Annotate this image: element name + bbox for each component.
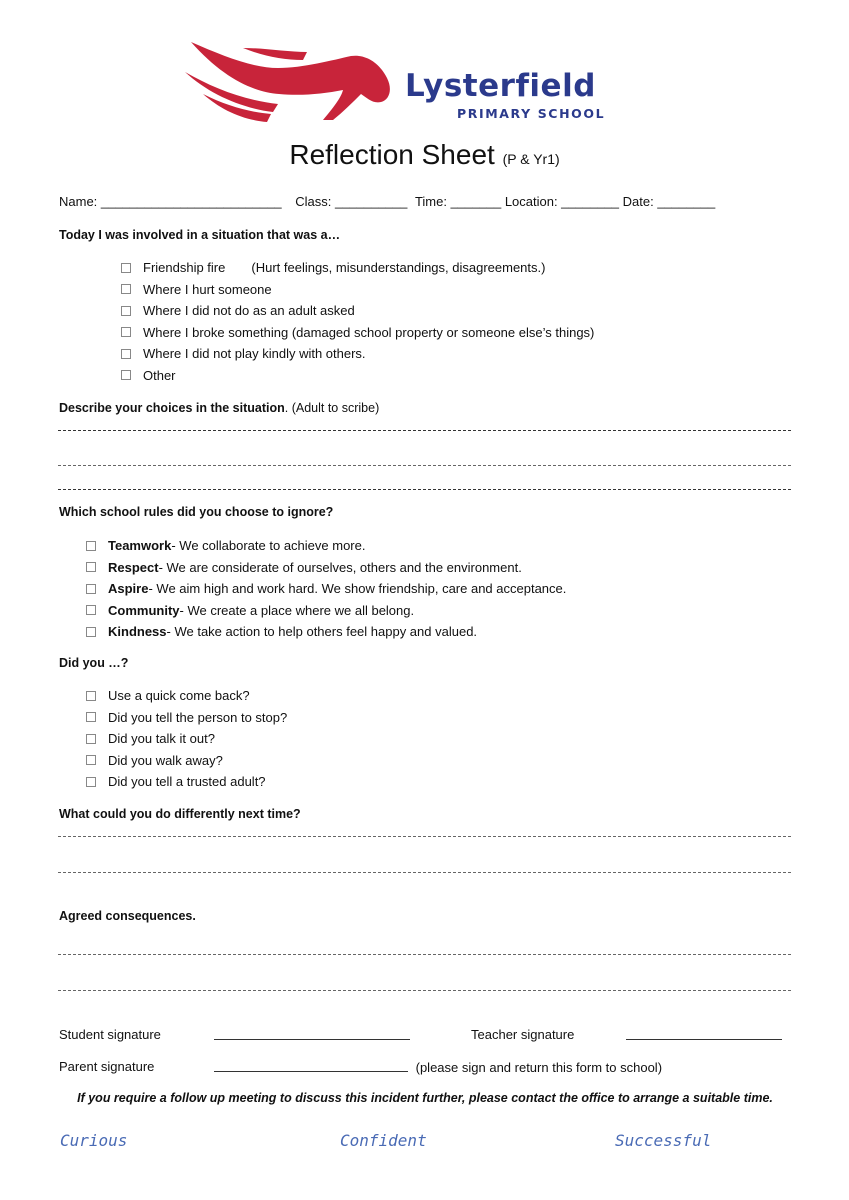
follow-up-note: If you require a follow up meeting to discuss this incident further, please contact the office to arrange a suitable time.: [77, 1091, 773, 1105]
class-field[interactable]: Class: __________: [295, 194, 408, 209]
value-confident: Confident: [340, 1131, 427, 1150]
rules-heading: Which school rules did you choose to ignore?: [59, 505, 334, 519]
name-field[interactable]: Name: _________________________: [59, 194, 282, 209]
writing-line[interactable]: [58, 489, 791, 490]
checkbox[interactable]: [121, 263, 131, 273]
checkbox[interactable]: [86, 605, 96, 615]
checkbox[interactable]: [86, 627, 96, 637]
checkbox[interactable]: [86, 777, 96, 787]
student-signature-label: Student signature: [59, 1027, 161, 1042]
situation-item[interactable]: Where I did not play kindly with others.: [121, 343, 594, 365]
parent-signature-note: (please sign and return this form to school): [415, 1060, 663, 1075]
writing-line[interactable]: [58, 990, 791, 991]
situation-item[interactable]: Other: [121, 365, 594, 387]
consequences-heading: Agreed consequences.: [59, 909, 196, 923]
school-name: Lysterfield: [405, 68, 596, 104]
checkbox[interactable]: [121, 370, 131, 380]
rule-item[interactable]: Kindness - We take action to help others feel happy and valued.: [86, 621, 566, 643]
title-main: Reflection Sheet: [289, 139, 495, 170]
checkbox[interactable]: [86, 712, 96, 722]
writing-line[interactable]: [58, 836, 791, 837]
did-you-item[interactable]: Did you talk it out?: [86, 728, 287, 750]
did-you-item[interactable]: Did you tell a trusted adult?: [86, 771, 287, 793]
situation-heading: Today I was involved in a situation that was a…: [59, 228, 341, 242]
situation-checklist: [121, 257, 594, 386]
checkbox[interactable]: [121, 327, 131, 337]
checkbox[interactable]: [121, 349, 131, 359]
rule-item[interactable]: Teamwork - We collaborate to achieve more.: [86, 535, 566, 557]
checkbox[interactable]: [86, 755, 96, 765]
writing-line[interactable]: [58, 954, 791, 955]
situation-item[interactable]: Where I did not do as an adult asked: [121, 300, 594, 322]
rule-item[interactable]: Aspire - We aim high and work hard. We show friendship, care and acceptance.: [86, 578, 566, 600]
rules-checklist: [86, 535, 566, 643]
checkbox[interactable]: [86, 691, 96, 701]
date-field[interactable]: Date: ________: [622, 194, 716, 209]
title-sub: (P & Yr1): [502, 151, 560, 167]
value-curious: Curious: [60, 1131, 128, 1150]
checkbox[interactable]: [121, 306, 131, 316]
situation-item[interactable]: Where I hurt someone: [121, 279, 594, 301]
location-field[interactable]: Location: ________: [504, 194, 620, 209]
did-you-heading: Did you …?: [59, 656, 129, 670]
checkbox[interactable]: [121, 284, 131, 294]
describe-heading: Describe your choices in the situation. (Adult to scribe): [59, 401, 380, 415]
writing-line[interactable]: [58, 872, 791, 873]
did-you-checklist: [86, 685, 287, 793]
situation-item[interactable]: Where I broke something (damaged school property or someone else’s things): [121, 322, 594, 344]
differently-heading: What could you do differently next time?: [59, 807, 301, 821]
writing-line[interactable]: [58, 430, 791, 431]
parent-signature-line[interactable]: [214, 1059, 408, 1072]
situation-item[interactable]: Friendship fire (Hurt feelings, misunderstandings, disagreements.): [121, 257, 594, 279]
checkbox[interactable]: [86, 584, 96, 594]
student-signature-line[interactable]: [214, 1027, 410, 1040]
teacher-signature-label: Teacher signature: [471, 1027, 575, 1042]
school-logo: [183, 38, 673, 124]
value-successful: Successful: [615, 1131, 712, 1150]
checkbox[interactable]: [86, 562, 96, 572]
writing-line[interactable]: [58, 465, 791, 466]
horse-head-logo-icon: [183, 38, 403, 124]
checkbox[interactable]: [86, 734, 96, 744]
time-field[interactable]: Time: _______: [414, 194, 502, 209]
did-you-item[interactable]: Use a quick come back?: [86, 685, 287, 707]
page-title: [0, 139, 849, 171]
parent-signature-label: Parent signature: [59, 1059, 155, 1074]
student-info-fields: [59, 194, 715, 209]
did-you-item[interactable]: Did you walk away?: [86, 750, 287, 772]
school-subtitle: PRIMARY SCHOOL: [457, 106, 606, 121]
checkbox[interactable]: [86, 541, 96, 551]
rule-item[interactable]: Respect - We are considerate of ourselves, others and the environment.: [86, 557, 566, 579]
rule-item[interactable]: Community - We create a place where we all belong.: [86, 600, 566, 622]
teacher-signature-line[interactable]: [626, 1027, 782, 1040]
did-you-item[interactable]: Did you tell the person to stop?: [86, 707, 287, 729]
